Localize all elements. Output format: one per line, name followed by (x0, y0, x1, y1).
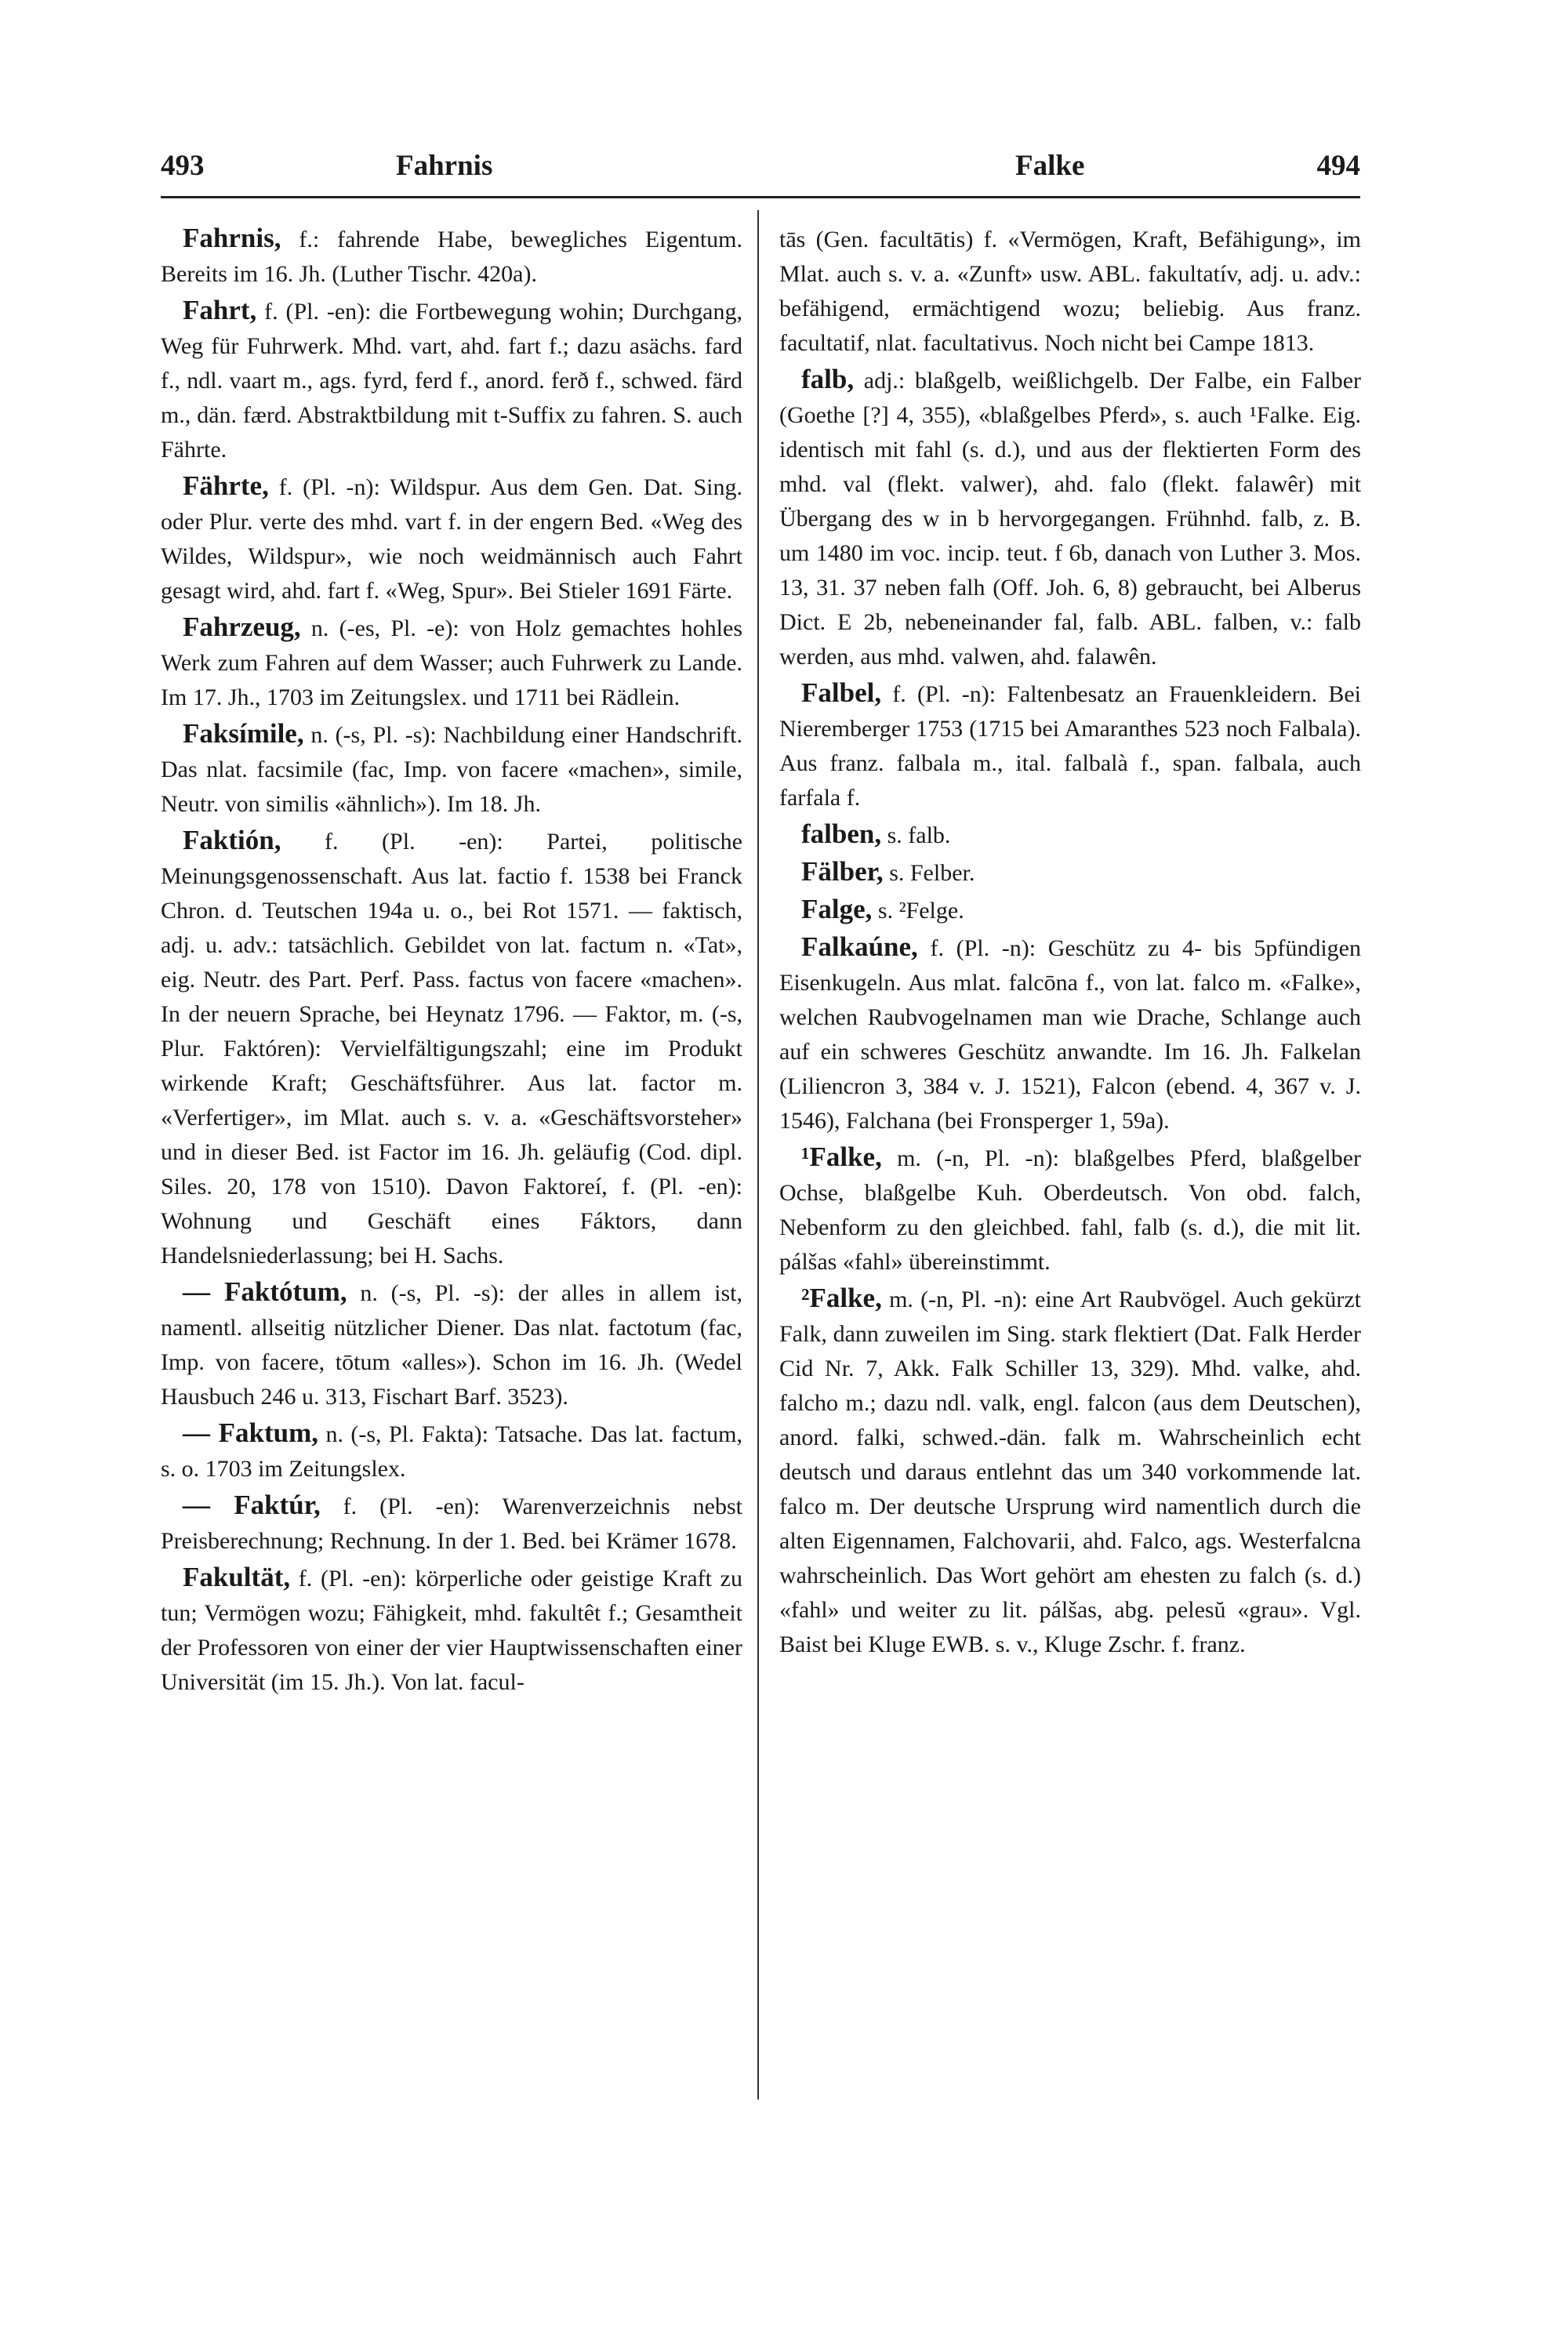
dictionary-entry (779, 676, 1361, 815)
entry-text: s. Felber. (883, 860, 975, 886)
entry-headword: falben, (801, 818, 882, 849)
entry-headword: Fakultät, (183, 1562, 291, 1592)
left-running-head: Fahrnis (396, 150, 493, 182)
entry-headword: Falkaúne, (801, 931, 918, 962)
dictionary-entry (161, 293, 742, 467)
entry-headword: falb, (801, 364, 855, 394)
entry-text: f. (Pl. -en): die Fortbewegung wohin; Durchgang, Weg für Fuhrwerk. Mhd. vart, ahd. fart f.; dazu asächs. fard f., ndl. vaart m., ags. fyrd, ferd f., anord. ferð f., schwed. färd m., dän. færd. Abstraktbildung mit t-Suffix zu fahren. S. auch Fährte. (161, 299, 742, 463)
entry-headword: Falge, (801, 894, 873, 924)
dictionary-entry (161, 1560, 742, 1700)
dictionary-entry (779, 855, 1361, 891)
header-rule (161, 196, 1360, 198)
right-column (779, 221, 1361, 1664)
entry-text: f. (Pl. -n): Faltenbesatz an Frauenkleidern. Bei Nieremberger 1753 (1715 bei Amaranthes 523 noch Falbala). Aus franz. falbala m., ital. falbalà f., span. falbala, auch farfala f. (779, 681, 1361, 811)
dictionary-entry (779, 362, 1361, 674)
left-column (161, 221, 742, 1701)
entry-text: f. (Pl. -n): Wildspur. Aus dem Gen. Dat. Sing. oder Plur. verte des mhd. vart f. in der engern Bed. «Weg des Wildes, Wildspur», wie noch weidmännisch auch Fahrt gesagt wird, ahd. fart f. «Weg, Spur». Bei Stieler 1691 Färte. (161, 474, 742, 604)
right-page-number: 494 (1316, 150, 1360, 182)
entry-headword: ²Falke, (801, 1283, 882, 1313)
dictionary-entry (161, 823, 742, 1273)
dictionary-entry (161, 221, 742, 292)
dictionary-entry (779, 930, 1361, 1138)
left-page-number: 493 (161, 150, 205, 182)
entry-text: n. (-s, Pl. -s): der alles in allem ist, namentl. allseitig nützlicher Diener. Das nlat. factotum (fac, Imp. von facere, tōtum «alles»). Schon im 16. Jh. (Wedel Hausbuch 246 u. 313, Fischart Barf. 3523). (161, 1280, 742, 1410)
entry-text: f. (Pl. -en): Warenverzeichnis nebst Preisberechnung; Rechnung. In der 1. Bed. bei Krämer 1678. (161, 1494, 742, 1554)
right-running-head: Falke (1015, 150, 1085, 182)
entry-headword: — Faktúr, (183, 1490, 321, 1520)
dictionary-entry (779, 221, 1361, 361)
entry-headword: Falbel, (801, 677, 882, 708)
dictionary-entry (161, 1488, 742, 1559)
dictionary-entry (161, 717, 742, 822)
dictionary-entry (779, 1281, 1361, 1662)
entry-text: n. (-es, Pl. -e): von Holz gemachtes hohles Werk zum Fahren auf dem Wasser; auch Fuhrwerk zu Lande. Im 17. Jh., 1703 im Zeitungslex. und 1711 bei Rädlein. (161, 615, 742, 710)
entry-text: n. (-s, Pl. -s): Nachbildung einer Handschrift. Das nlat. facsimile (fac, Imp. von facere «machen», simile, Neutr. von similis «ähnlich»). Im 18. Jh. (161, 722, 742, 817)
entry-headword: ¹Falke, (801, 1142, 882, 1172)
entry-text: s. ²Felge. (872, 898, 964, 924)
dictionary-entry (779, 817, 1361, 853)
entry-text: tās (Gen. facultātis) f. «Vermögen, Kraft, Befähigung», im Mlat. auch s. v. a. «Zunft» usw. ABL. fakultatív, adj. u. adv.: befähigend, ermächtigend wozu; beliebig. Aus franz. facultatif, nlat. facultativus. Noch nicht bei Campe 1813. (779, 227, 1361, 356)
column-divider (757, 210, 759, 2100)
entry-text: s. falb. (881, 822, 951, 848)
entry-text: f. (Pl. -en): Partei, politische Meinungsgenossenschaft. Aus lat. factio f. 1538 bei Franck Chron. d. Teutschen 194a u. o., bei Rot 1571. — faktisch, adj. u. adv.: tatsächlich. Gebildet von lat. factum n. «Tat», eig. Neutr. des Part. Perf. Pass. factus von facere «machen». In der neuern Sprache, bei Heynatz 1796. — Faktor, m. (-s, Plur. Faktóren): Vervielfältigungszahl; eine im Produkt wirkende Kraft; Geschäftsführer. Aus lat. factor m. «Verfertiger», im Mlat. auch s. v. a. «Geschäftsvorsteher» und in dieser Bed. ist Factor im 16. Jh. geläufig (Cod. dipl. Siles. 20, 178 von 1510). Davon Faktoreí, f. (Pl. -en): Wohnung und Geschäft eines Fáktors, dann Handelsniederlassung; bei H. Sachs. (161, 829, 742, 1269)
entry-headword: Fahrzeug, (183, 612, 301, 642)
running-header (161, 149, 1360, 193)
entry-text: m. (-n, Pl. -n): blaßgelbes Pferd, blaßgelber Ochse, blaßgelbe Kuh. Oberdeutsch. Von obd. falch, Nebenform zu den gleichbed. fahl, falb (s. d.), die mit lit. pálšas «fahl» übereinstimmt. (779, 1145, 1361, 1275)
entry-text: m. (-n, Pl. -n): eine Art Raubvögel. Auch gekürzt Falk, dann zuweilen im Sing. stark flektiert (Dat. Falk Herder Cid Nr. 7, Akk. Falk Schiller 13, 329). Mhd. valke, ahd. falcho m.; dazu ndl. valk, engl. falcon (aus dem Deutschen), anord. falki, schwed.-dän. falk m. Wahrscheinlich echt deutsch und daraus entlehnt das um 340 vorkommende lat. falco m. Der deutsche Ursprung wird namentlich durch die alten Eigennamen, Falchovarii, ahd. Falco, ags. Westerfalcna wahrscheinlich. Das Wort gehört am ehesten zu falch (s. d.) «fahl» und weiter zu lit. pálšas, abg. pelesŭ «grau». Vgl. Baist bei Kluge EWB. s. v., Kluge Zschr. f. franz. (779, 1287, 1361, 1657)
dictionary-entry (779, 1140, 1361, 1279)
entry-headword: — Faktum, (183, 1417, 319, 1448)
entry-text: f. (Pl. -n): Geschütz zu 4- bis 5pfündigen Eisenkugeln. Aus mlat. falcōna f., von lat. falco m. «Falke», welchen Raubvogelnamen man wie Drache, Schlange auch auf ein schweres Geschütz anwandte. Im 16. Jh. Falkelan (Liliencron 3, 384 v. J. 1521), Falcon (ebend. 4, 367 v. J. 1546), Falchana (bei Fronsperger 1, 59a). (779, 935, 1361, 1134)
entry-headword: Faktión, (183, 825, 281, 855)
entry-headword: Fährte, (183, 470, 269, 501)
entry-headword: Fälber, (801, 856, 884, 887)
entry-headword: — Faktótum, (183, 1276, 347, 1307)
entry-text: f. (Pl. -en): körperliche oder geistige Kraft zu tun; Vermögen wozu; Fähigkeit, mhd. fakultêt f.; Gesamtheit der Professoren von einer der vier Hauptwissenschaften einer Universität (im 15. Jh.). Von lat. facul- (161, 1566, 742, 1695)
dictionary-entry (161, 1416, 742, 1486)
entry-text: adj.: blaßgelb, weißlichgelb. Der Falbe, ein Falber (Goethe [?] 4, 355), «blaßgelbes Pferd», s. auch ¹Falke. Eig. identisch mit fahl (s. d.), und aus der flektierten Form des mhd. val (flekt. valwer), ahd. falo (flekt. falawêr) mit Übergang des w in b hervorgegangen. Frühnhd. falb, z. B. um 1480 im voc. incip. teut. f 6b, danach von Luther 3. Mos. 13, 31. 37 neben falh (Off. Joh. 6, 8) gebraucht, bei Alberus Dict. E 2b, nebeneinander fal, falb. ABL. falben, v.: falb werden, aus mhd. valwen, ahd. falawên. (779, 368, 1361, 670)
entry-headword: Faksímile, (183, 718, 304, 749)
dictionary-entry (161, 469, 742, 608)
dictionary-entry (779, 892, 1361, 928)
entry-headword: Fahrnis, (183, 223, 281, 253)
dictionary-entry (161, 610, 742, 715)
entry-headword: Fahrt, (183, 295, 257, 325)
entry-text: f.: fahrende Habe, bewegliches Eigentum. Bereits im 16. Jh. (Luther Tischr. 420a). (161, 227, 742, 287)
dictionary-entry (161, 1275, 742, 1414)
entry-text: n. (-s, Pl. Fakta): Tatsache. Das lat. factum, s. o. 1703 im Zeitungslex. (161, 1421, 742, 1482)
